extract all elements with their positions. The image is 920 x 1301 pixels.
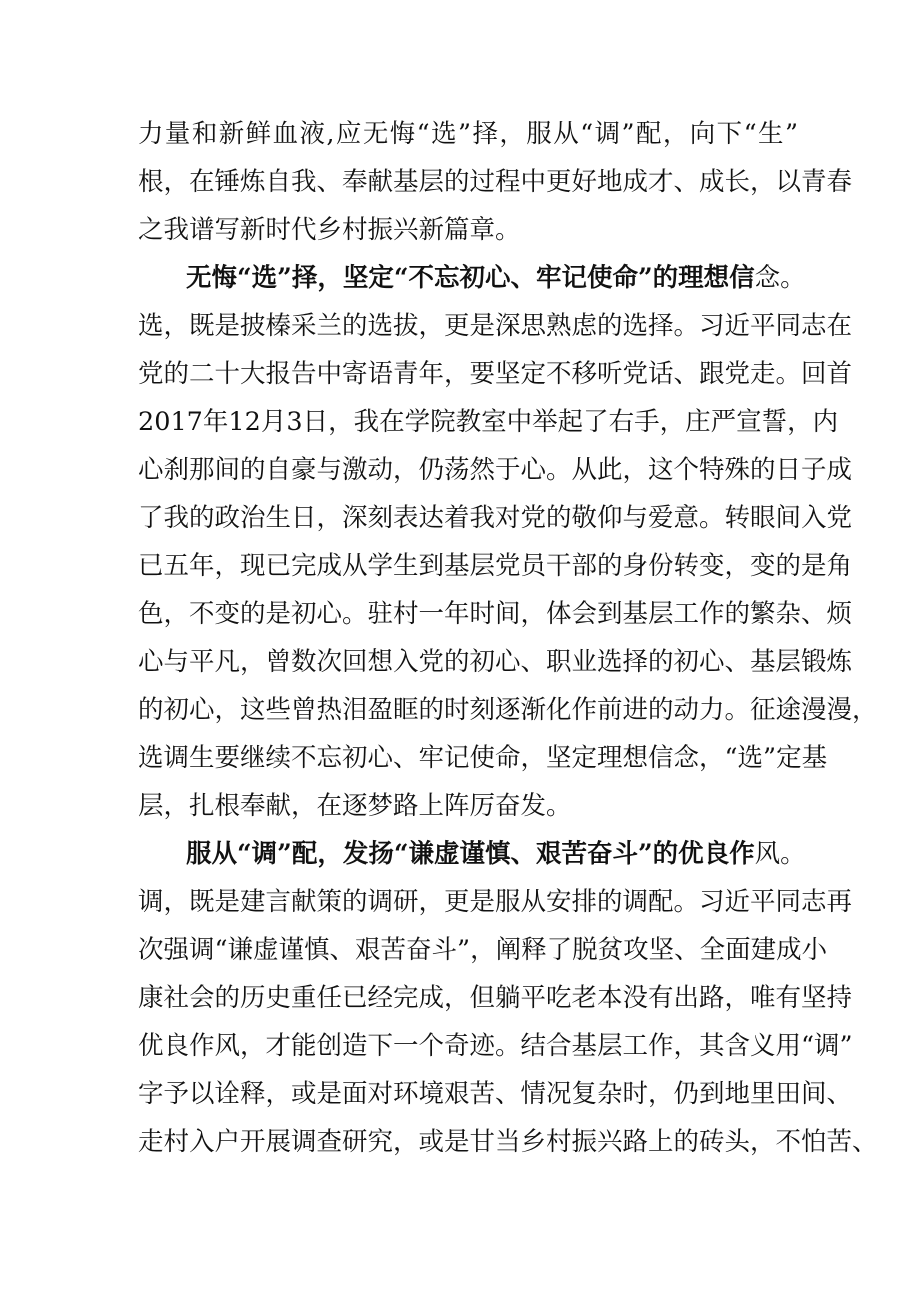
section-heading-2-bold: 服从“调”配，发扬“谦虚谨慎、艰苦奋斗”的优良作 <box>186 839 755 869</box>
text-line: 心与平凡，曾数次回想入党的初心、职业选择的初心、基层锻炼 <box>138 647 853 677</box>
section-heading-1 <box>186 258 806 298</box>
text-line: 优良作风，才能创造下一个奇迹。结合基层工作，其含义用“调” <box>138 1031 853 1061</box>
text-line: 层，扎根奉献，在逐梦路上阵厉奋发。 <box>138 791 572 821</box>
text-line: 的初心，这些曾热泪盈眶的时刻逐渐化作前进的动力。征途漫漫， <box>138 695 878 725</box>
section-heading-2-end: 风。 <box>754 839 806 869</box>
text-line: 已五年，现已完成从学生到基层党员干部的身份转变，变的是角 <box>138 551 853 581</box>
text-line: 2017年12月3日，我在学院教室中举起了右手，庄严宣誓，内 <box>138 407 839 437</box>
text-line: 字予以诠释，或是面对环境艰苦、情况复杂时，仍到地里田间、 <box>138 1079 853 1109</box>
text-line: 心刹那间的自豪与激动，仍荡然于心。从此，这个特殊的日子成 <box>138 455 853 485</box>
text-line: 了我的政治生日，深刻表达着我对党的敬仰与爱意。转眼间入党 <box>138 503 853 533</box>
text-line: 走村入户开展调查研究，或是甘当乡村振兴路上的砖头，不怕苦、 <box>138 1127 878 1157</box>
text-line: 调，既是建言献策的调研，更是服从安排的调配。习近平同志再 <box>138 887 853 917</box>
section-heading-1-end: 念。 <box>754 263 806 293</box>
text-line: 选，既是披榛采兰的选拔，更是深思熟虑的选择。习近平同志在 <box>138 311 853 341</box>
text-line: 次强调“谦虚谨慎、艰苦奋斗”，阐释了脱贫攻坚、全面建成小 <box>138 935 828 965</box>
text-line: 色，不变的是初心。驻村一年时间，体会到基层工作的繁杂、烦 <box>138 599 853 629</box>
text-line: 力量和新鲜血液,应无悔“选”择，服从“调”配，向下“生” <box>138 119 798 149</box>
text-line: 根，在锤炼自我、奉献基层的过程中更好地成才、成长，以青春 <box>138 167 853 197</box>
section-heading-1-bold: 无悔“选”择，坚定“不忘初心、牢记使命”的理想信 <box>186 263 755 293</box>
text-line: 康社会的历史重任已经完成，但躺平吃老本没有出路，唯有坚持 <box>138 983 853 1013</box>
text-line: 选调生要继续不忘初心、牢记使命，坚定理想信念，“选”定基 <box>138 743 828 773</box>
text-line: 党的二十大报告中寄语青年，要坚定不移听党话、跟党走。回首 <box>138 359 853 389</box>
section-heading-2 <box>186 834 806 874</box>
text-line: 之我谱写新时代乡村振兴新篇章。 <box>138 215 521 245</box>
